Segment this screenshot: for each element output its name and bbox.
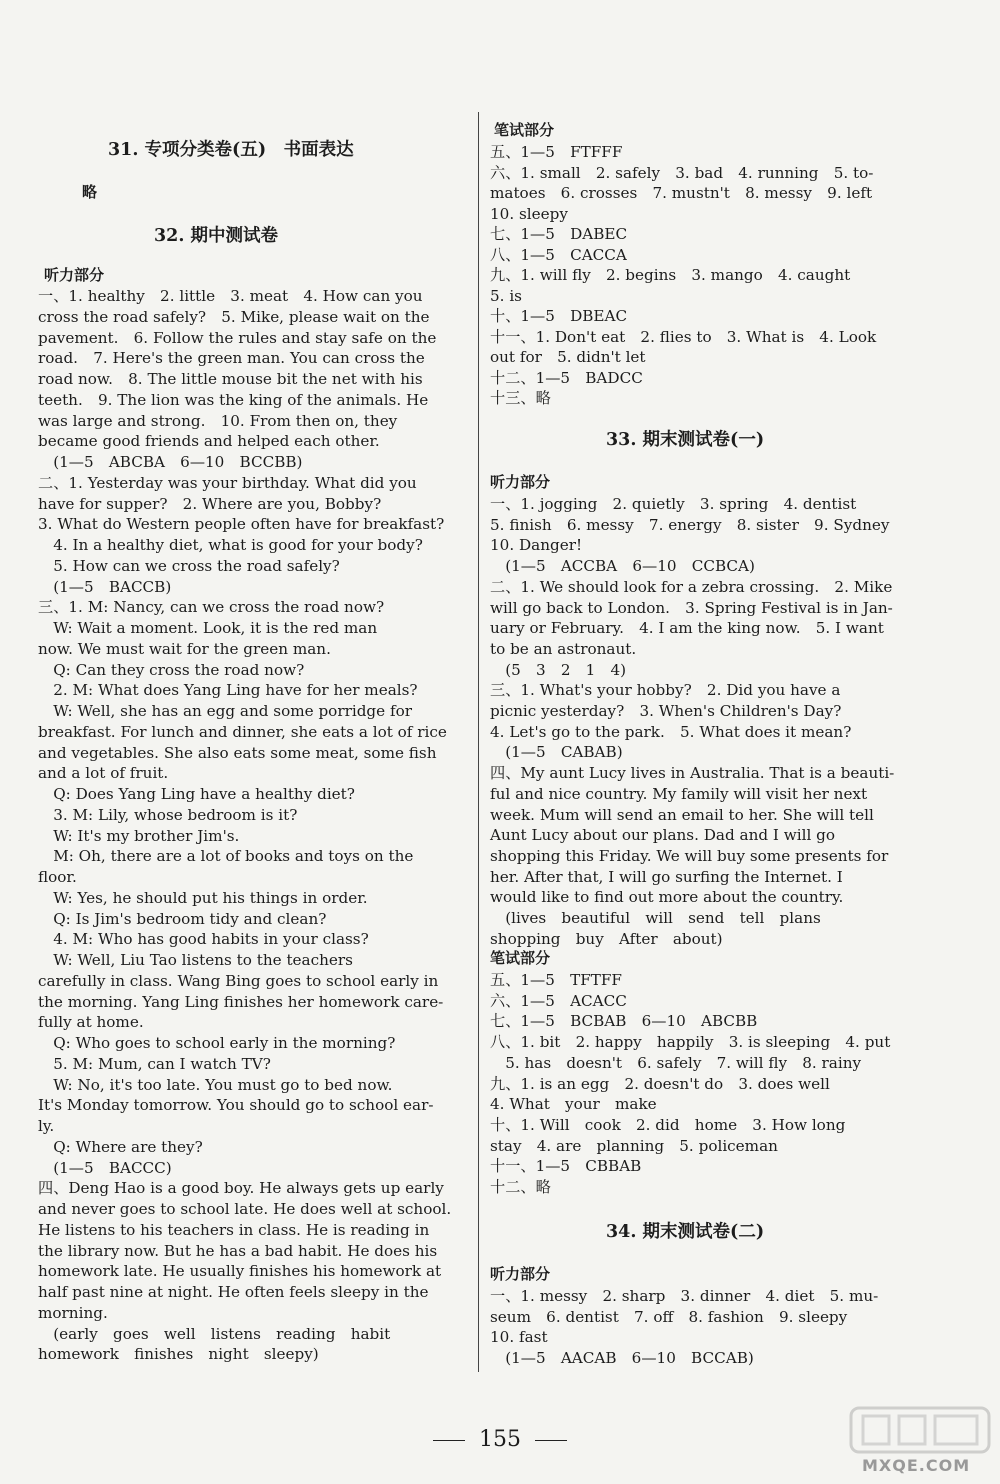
right-answer-b-line: would like to find out more about the country.: [490, 888, 844, 907]
right-answer-a-line: 十二、1—5 BADCC: [490, 368, 643, 387]
right-answer-a-line: 七、1—5 DABEC: [490, 225, 628, 243]
left-answer-line: homework finishes night sleepy): [38, 1345, 319, 1364]
section-32-title: 32. 期中测试卷: [154, 226, 279, 246]
left-answer-line: ly.: [38, 1117, 55, 1135]
left-answer-line: (early goes well listens reading habit: [38, 1324, 391, 1343]
left-answer-line: 3. What do Western people often have for breakfast?: [38, 515, 445, 534]
right-answer-c-line: 十一、1—5 CBBAB: [490, 1157, 642, 1176]
right-answer-c-line: 七、1—5 BCBAB 6—10 ABCBB: [490, 1012, 758, 1031]
left-answer-line: W: No, it's too late. You must go to bed now.: [38, 1075, 393, 1094]
right-answer-b-line: 四、My aunt Lucy lives in Australia. That is a beauti-: [490, 764, 895, 783]
page-number-dash-left: [433, 1440, 465, 1441]
left-answer-line: and vegetables. She also eats some meat, some fish: [38, 743, 437, 762]
left-answer-line: 一、1. healthy 2. little 3. meat 4. How can you: [38, 287, 423, 305]
left-answer-line: pavement. 6. Follow the rules and stay safe on the: [38, 328, 437, 347]
left-answer-line: Q: Who goes to school early in the morning?: [38, 1034, 396, 1052]
right-answer-c-line: 六、1—5 ACACC: [490, 991, 627, 1010]
right-answer-b-line: to be an astronaut.: [490, 639, 637, 658]
right-answer-b-line: (1—5 ACCBA 6—10 CCBCA): [490, 557, 755, 576]
right-answer-b-line: shopping this Friday. We will buy some presents for: [490, 846, 889, 865]
right-answer-b-line: will go back to London. 3. Spring Festival is in Jan-: [490, 598, 893, 617]
left-answer-line: W: It's my brother Jim's.: [38, 826, 240, 845]
right-answer-b-line: 10. Danger!: [490, 536, 583, 555]
section-31-title: 31. 专项分类卷(五) 书面表达: [108, 140, 354, 160]
left-answer-line: He listens to his teachers in class. He is reading in: [38, 1220, 430, 1239]
right-answer-b-line: (1—5 CABAB): [490, 743, 623, 762]
left-answer-line: road. 7. Here's the green man. You can cross the: [38, 349, 425, 368]
right-answer-d-line: 一、1. messy 2. sharp 3. dinner 4. diet 5. mu-: [490, 1287, 879, 1305]
left-answer-line: 三、1. M: Nancy, can we cross the road now?: [38, 598, 385, 617]
left-answer-line: 4. In a healthy diet, what is good for your body?: [38, 536, 423, 554]
left-answer-line: 4. M: Who has good habits in your class?: [38, 930, 369, 949]
right-answer-a-line: 九、1. will fly 2. begins 3. mango 4. caught: [490, 266, 851, 284]
left-answer-line: cross the road safely? 5. Mike, please wait on the: [38, 307, 430, 326]
right-answer-b-line: Aunt Lucy about our plans. Dad and I will go: [490, 826, 836, 845]
right-answer-c-line: 5. has doesn't 6. safely 7. will fly 8. rainy: [490, 1053, 862, 1072]
right-answer-b-line: 4. Let's go to the park. 5. What does it mean?: [490, 722, 852, 741]
left-answer-line: Q: Can they cross the road now?: [38, 660, 305, 679]
right-answer-a-line: 十一、1. Don't eat 2. flies to 3. What is 4. Look: [490, 327, 877, 346]
right-answer-b-line: picnic yesterday? 3. When's Children's Day?: [490, 702, 842, 720]
right-answer-d-line: (1—5 AACAB 6—10 BCCAB): [490, 1349, 754, 1368]
left-answer-line: W: Wait a moment. Look, it is the red man: [38, 619, 378, 637]
left-answer-line: W: Well, she has an egg and some porridge for: [38, 702, 412, 720]
left-answer-line: (1—5 ABCBA 6—10 BCCBB): [38, 453, 303, 471]
section-33-title: 33. 期末测试卷(一): [606, 430, 765, 450]
listening-heading-33: 听力部分: [490, 473, 551, 491]
right-answer-c-line: 八、1. bit 2. happy happily 3. is sleeping 4. put: [490, 1033, 891, 1052]
left-answer-line: Q: Does Yang Ling have a healthy diet?: [38, 785, 355, 803]
left-answer-line: 5. How can we cross the road safely?: [38, 556, 340, 575]
right-answer-b-line: 一、1. jogging 2. quietly 3. spring 4. dentist: [490, 495, 857, 513]
right-answer-c-line: 十二、略: [490, 1178, 551, 1196]
right-answer-a-line: matoes 6. crosses 7. mustn't 8. messy 9. left: [490, 184, 873, 202]
left-answer-line: was large and strong. 10. From then on, they: [38, 411, 398, 430]
written-heading-33: 笔试部分: [490, 949, 551, 967]
left-answer-line: 2. M: What does Yang Ling have for her meals?: [38, 681, 418, 700]
left-answer-line: 3. M: Lily, whose bedroom is it?: [38, 805, 298, 824]
right-answer-b-line: her. After that, I will go surfing the Internet. I: [490, 867, 843, 886]
right-answer-c-line: 4. What your make: [490, 1095, 657, 1114]
right-answer-b-line: week. Mum will send an email to her. She will tell: [490, 805, 874, 824]
left-answer-line: carefully in class. Wang Bing goes to school early in: [38, 971, 439, 990]
right-answer-d-line: seum 6. dentist 7. off 8. fashion 9. sleepy: [490, 1307, 848, 1326]
right-answer-a-line: 五、1—5 FTFFF: [490, 143, 623, 161]
section-31-answer: 略: [82, 183, 98, 201]
right-answer-c-line: 十、1. Will cook 2. did home 3. How long: [490, 1115, 846, 1134]
left-answer-line: the morning. Yang Ling finishes her homework care-: [38, 992, 444, 1011]
section-34-title: 34. 期末测试卷(二): [606, 1222, 765, 1242]
left-answer-line: now. We must wait for the green man.: [38, 639, 331, 658]
left-answer-line: 四、Deng Hao is a good boy. He always gets up early: [38, 1179, 444, 1198]
left-answer-line: It's Monday tomorrow. You should go to school ear-: [38, 1096, 434, 1115]
right-answer-a-line: 10. sleepy: [490, 204, 568, 223]
right-answer-c-line: 五、1—5 TFTFF: [490, 971, 622, 989]
listening-heading-34: 听力部分: [490, 1265, 551, 1283]
left-answer-line: homework late. He usually finishes his homework at: [38, 1262, 442, 1281]
left-answer-line: teeth. 9. The lion was the king of the animals. He: [38, 390, 429, 409]
listening-heading: 听力部分: [44, 266, 105, 284]
watermark-text: MXQE.COM: [862, 1456, 971, 1475]
left-answer-line: (1—5 BACCC): [38, 1158, 172, 1177]
right-answer-a-line: 六、1. small 2. safely 3. bad 4. running 5. to-: [490, 163, 874, 182]
left-answer-line: 二、1. Yesterday was your birthday. What did you: [38, 473, 417, 492]
left-answer-line: the library now. But he has a bad habit. He does his: [38, 1241, 438, 1260]
right-answer-d-line: 10. fast: [490, 1328, 548, 1347]
left-answer-line: floor.: [38, 868, 77, 886]
right-answer-b-line: (5 3 2 1 4): [490, 660, 627, 679]
written-heading: 笔试部分: [494, 121, 555, 139]
left-answer-line: W: Well, Liu Tao listens to the teachers: [38, 951, 353, 969]
left-answer-line: Q: Where are they?: [38, 1137, 203, 1156]
right-answer-b-line: ful and nice country. My family will visit her next: [490, 784, 868, 803]
right-answer-a-line: 十三、略: [490, 389, 551, 407]
left-answer-line: 5. M: Mum, can I watch TV?: [38, 1054, 271, 1073]
right-answer-b-line: uary or February. 4. I am the king now. 5. I want: [490, 619, 884, 638]
left-answer-line: road now. 8. The little mouse bit the net with his: [38, 370, 423, 388]
page-number-value: 155: [479, 1427, 521, 1452]
page-number-dash-right: [535, 1440, 567, 1441]
right-answer-a-line: 八、1—5 CACCA: [490, 245, 627, 264]
right-answer-a-line: 十、1—5 DBEAC: [490, 307, 628, 325]
left-answer-line: half past nine at night. He often feels sleepy in the: [38, 1283, 429, 1301]
right-answer-b-line: 二、1. We should look for a zebra crossing. 2. Mike: [490, 577, 893, 596]
left-answer-line: M: Oh, there are a lot of books and toys on the: [38, 847, 414, 866]
right-answer-b-line: 三、1. What's your hobby? 2. Did you have a: [490, 681, 841, 700]
right-answer-a-line: out for 5. didn't let: [490, 348, 646, 366]
right-answer-c-line: stay 4. are planning 5. policeman: [490, 1136, 778, 1155]
left-answer-line: breakfast. For lunch and dinner, she eats a lot of rice: [38, 722, 447, 741]
right-answer-b-line: 5. finish 6. messy 7. energy 8. sister 9. Sydney: [490, 515, 890, 534]
right-answer-a-line: 5. is: [490, 286, 522, 305]
left-answer-line: W: Yes, he should put his things in order.: [38, 888, 368, 907]
left-answer-line: (1—5 BACCB): [38, 577, 172, 596]
left-answer-line: and a lot of fruit.: [38, 764, 169, 783]
right-answer-c-line: 九、1. is an egg 2. doesn't do 3. does well: [490, 1074, 830, 1093]
left-answer-line: and never goes to school late. He does well at school.: [38, 1200, 452, 1218]
left-answer-line: fully at home.: [38, 1013, 144, 1032]
left-answer-line: morning.: [38, 1303, 108, 1322]
left-answer-line: Q: Is Jim's bedroom tidy and clean?: [38, 909, 327, 928]
column-divider: [478, 112, 479, 1372]
right-answer-b-line: (lives beautiful will send tell plans: [490, 909, 821, 927]
left-answer-line: have for supper? 2. Where are you, Bobby?: [38, 494, 382, 513]
right-answer-b-line: shopping buy After about): [490, 929, 723, 948]
left-answer-line: became good friends and helped each other.: [38, 432, 380, 451]
